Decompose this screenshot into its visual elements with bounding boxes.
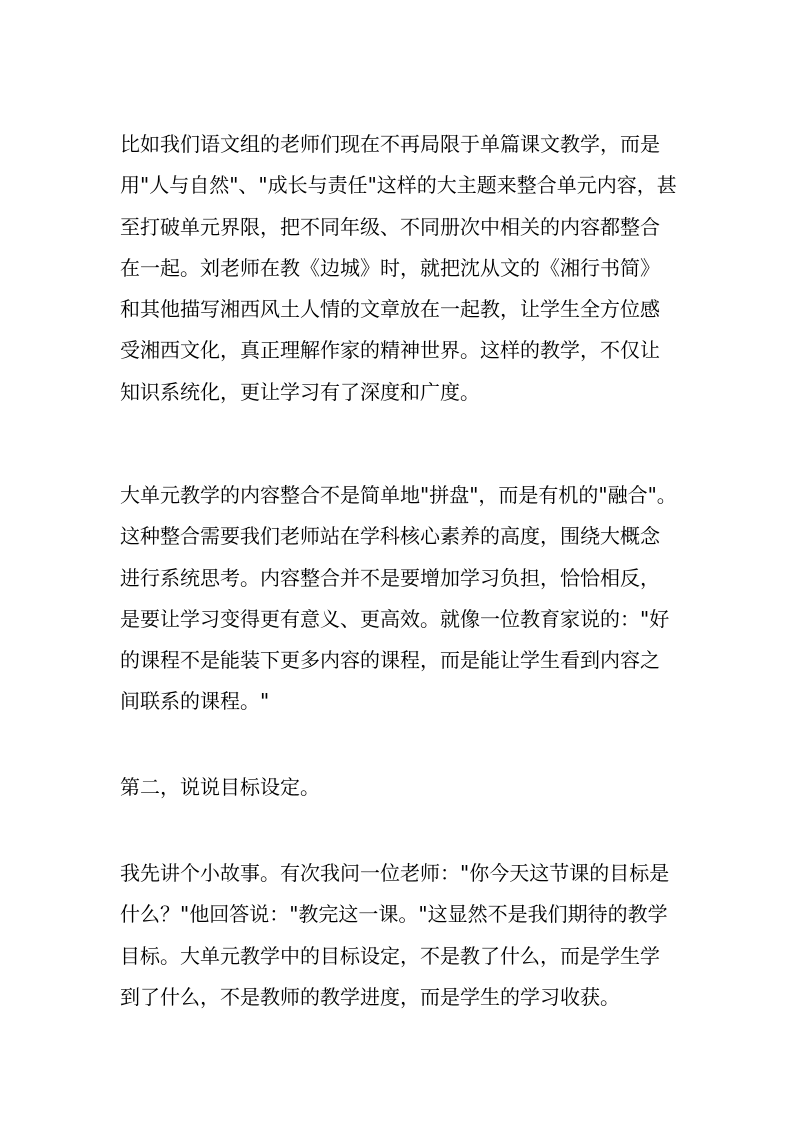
text-line: 知识系统化，更让学习有了深度和广度。 bbox=[120, 379, 480, 404]
paragraph-section-heading-goals bbox=[120, 767, 680, 808]
text-line: 至打破单元界限，把不同年级、不同册次中相关的内容都整合 bbox=[120, 214, 660, 239]
text-line: 目标。大单元教学中的目标设定，不是教了什么，而是学生学 bbox=[120, 943, 660, 968]
text-line: 是要让学习变得更有意义、更高效。就像一位教育家说的："好 bbox=[120, 606, 670, 631]
text-line: 进行系统思考。内容整合并不是要增加学习负担，恰恰相反， bbox=[120, 565, 660, 590]
text-line: 受湘西文化，真正理解作家的精神世界。这样的教学，不仅让 bbox=[120, 338, 660, 363]
text-line: 到了什么，不是教师的教学进度，而是学生的学习收获。 bbox=[120, 984, 620, 1009]
paragraph-content-integration-example bbox=[120, 124, 680, 413]
text-line: 间联系的课程。" bbox=[120, 689, 270, 714]
text-line: 我先讲个小故事。有次我问一位老师："你今天这节课的目标是 bbox=[120, 861, 670, 885]
text-line: 什么？"他回答说："教完这一课。"这显然不是我们期待的教学 bbox=[120, 902, 668, 927]
text-line: 这种整合需要我们老师站在学科核心素养的高度，围绕大概念 bbox=[120, 524, 660, 549]
paragraph-goal-setting-story bbox=[120, 853, 680, 1018]
text-line: 和其他描写湘西风土人情的文章放在一起教，让学生全方位感 bbox=[120, 297, 660, 322]
text-line: 比如我们语文组的老师们现在不再局限于单篇课文教学，而是 bbox=[120, 132, 660, 156]
text-line: 大单元教学的内容整合不是简单地"拼盘"，而是有机的"融合"。 bbox=[120, 483, 677, 507]
text-line: 用"人与自然"、"成长与责任"这样的大主题来整合单元内容，甚 bbox=[120, 173, 677, 198]
text-line: 的课程不是能装下更多内容的课程，而是能让学生看到内容之 bbox=[120, 648, 660, 673]
section-heading-line: 第二，说说目标设定。 bbox=[120, 775, 320, 799]
text-line: 在一起。刘老师在教《边城》时，就把沈从文的《湘行书简》 bbox=[120, 255, 660, 280]
paragraph-integration-principle bbox=[120, 475, 680, 723]
